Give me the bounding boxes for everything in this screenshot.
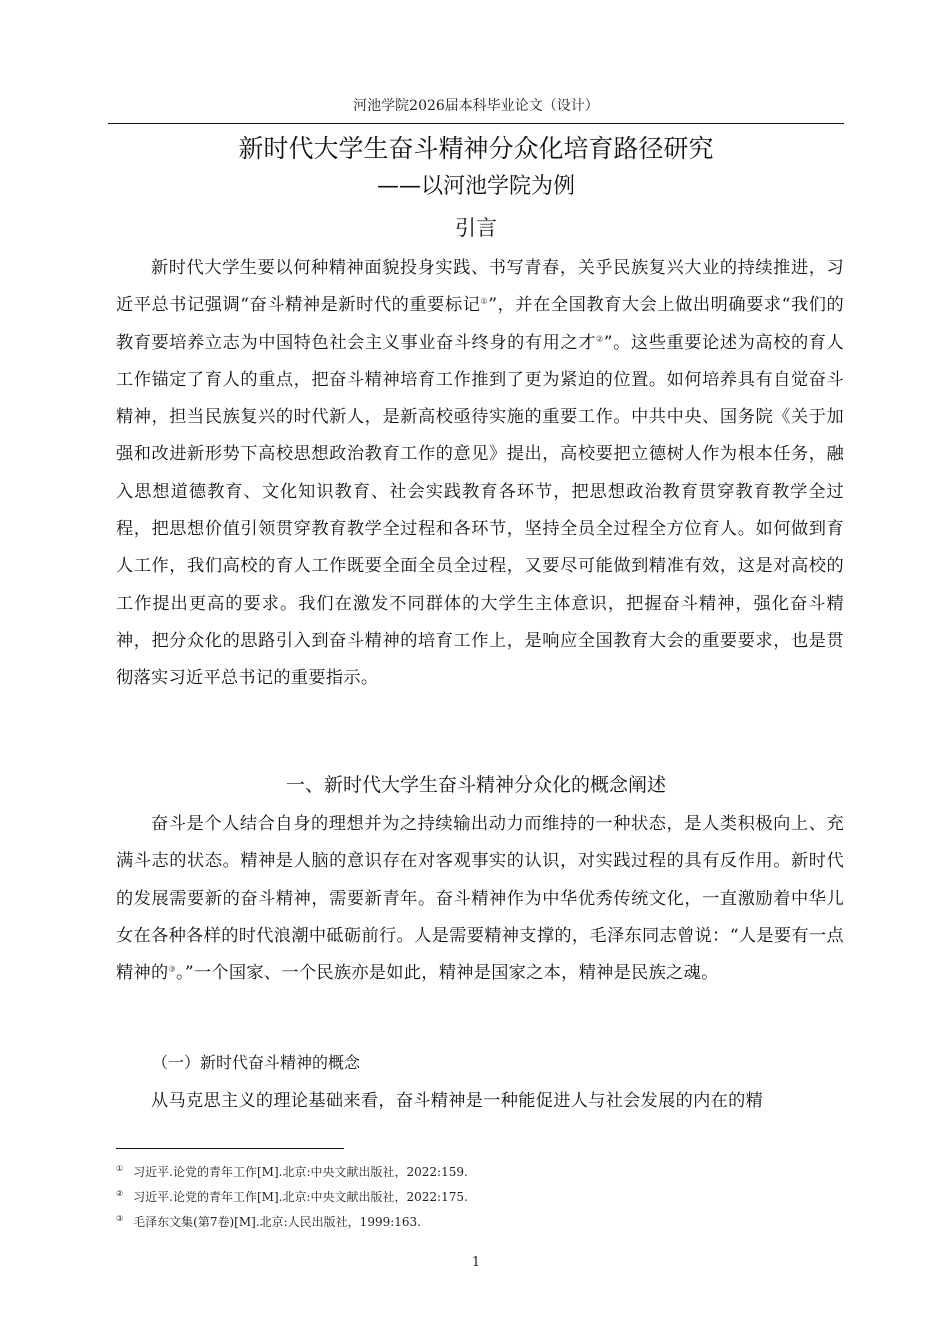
paper-title: 新时代大学生奋斗精神分众化培育路径研究 bbox=[238, 134, 714, 163]
footnote-1 bbox=[116, 1160, 844, 1185]
footnote-2 bbox=[116, 1185, 844, 1210]
footnote-text-3: 毛泽东文集(第7卷)[M].北京:人民出版社，1999:163. bbox=[133, 1215, 421, 1229]
intro-text-2: ”，并在全国教育大会上做出明确要求“我们的教育要培养立志为中国特色社会主义事业奋斗终身的有用之才 bbox=[116, 295, 844, 353]
intro-heading: 引言 bbox=[455, 216, 497, 240]
subsection-1-heading: （一）新时代奋斗精神的概念 bbox=[152, 1053, 361, 1072]
running-header: 河池学院2026届本科毕业论文（设计） bbox=[353, 98, 599, 114]
section-1-heading: 一、新时代大学生奋斗精神分众化的概念阐述 bbox=[285, 774, 666, 796]
section-1-paragraph bbox=[116, 806, 844, 992]
page-number: 1 bbox=[471, 1255, 481, 1270]
paper-subtitle: ——以河池学院为例 bbox=[376, 174, 575, 199]
footnote-ref-1[interactable]: ① bbox=[480, 296, 489, 306]
footnote-mark-2: ② bbox=[116, 1189, 124, 1198]
footnote-mark-1: ① bbox=[116, 1164, 124, 1173]
subsection-1-paragraph: 从马克思主义的理论基础来看，奋斗精神是一种能促进人与社会发展的内在的精 bbox=[151, 1091, 764, 1111]
footnote-separator bbox=[116, 1148, 344, 1149]
footnote-text-2: 习近平.论党的青年工作[M].北京:中央文献出版社，2022:175. bbox=[133, 1190, 468, 1204]
intro-text-1: 新时代大学生要以何种精神面貌投身实践、书写青春，关乎民族复兴大业的持续推进，习近平总书记强调“奋斗精神是新时代的重要标记 bbox=[116, 258, 844, 316]
footnote-3 bbox=[116, 1210, 844, 1235]
intro-text-3: ”。这些重要论述为高校的育人工作锚定了育人的重点，把奋斗精神培育工作推到了更为紧迫的位置。如何培养具有自觉奋斗精神，担当民族复兴的时代新人，是新高校亟待实施的重要工作。中共中央、国务院《关于加强和改进新形势下高校思想政治教育工作的意见》提出，高校要把立德树人作为根本任务，融入思想道德教育、文化知识教育、社会实践教育各环节，把思想政治教育贯穿教育教学全过程，把思想价值引领贯穿教育教学全过程和各环节，坚持全员全过程全方位育人。如何做到育人工作，我们高校的育人工作既要全面全员全过程，又要尽可能做到精准有效，这是对高校的工作提出更高的要求。我们在激发不同群体的大学生主体意识，把握奋斗精神，强化奋斗精神，把分众化的思路引入到奋斗精神的培育工作上，是响应全国教育大会的重要要求，也是贯彻落实习近平总书记的重要指示。 bbox=[116, 332, 844, 689]
footnote-ref-2[interactable]: ② bbox=[596, 333, 604, 343]
footnote-ref-3[interactable]: ③ bbox=[168, 964, 176, 974]
section-1-text-1: 奋斗是个人结合自身的理想并为之持续输出动力而维持的一种状态，是人类积极向上、充满斗志的状态。精神是人脑的意识存在对客观事实的认识，对实践过程的具有反作用。新时代的发展需要新的奋斗精神，需要新青年。奋斗精神作为中华优秀传统文化，一直激励着中华儿女在各种各样的时代浪潮中砥砺前行。人是需要精神支撑的，毛泽东同志曾说：“人是要有一点精神的 bbox=[116, 814, 844, 984]
footnotes bbox=[116, 1160, 844, 1235]
header-rule bbox=[108, 123, 844, 124]
footnote-text-1: 习近平.论党的青年工作[M].北京:中央文献出版社，2022:159. bbox=[133, 1165, 468, 1179]
footnote-mark-3: ③ bbox=[116, 1214, 124, 1223]
section-1-text-2: 。”一个国家、一个民族亦是如此，精神是国家之本，精神是民族之魂。 bbox=[175, 963, 719, 984]
intro-paragraph bbox=[116, 250, 844, 698]
